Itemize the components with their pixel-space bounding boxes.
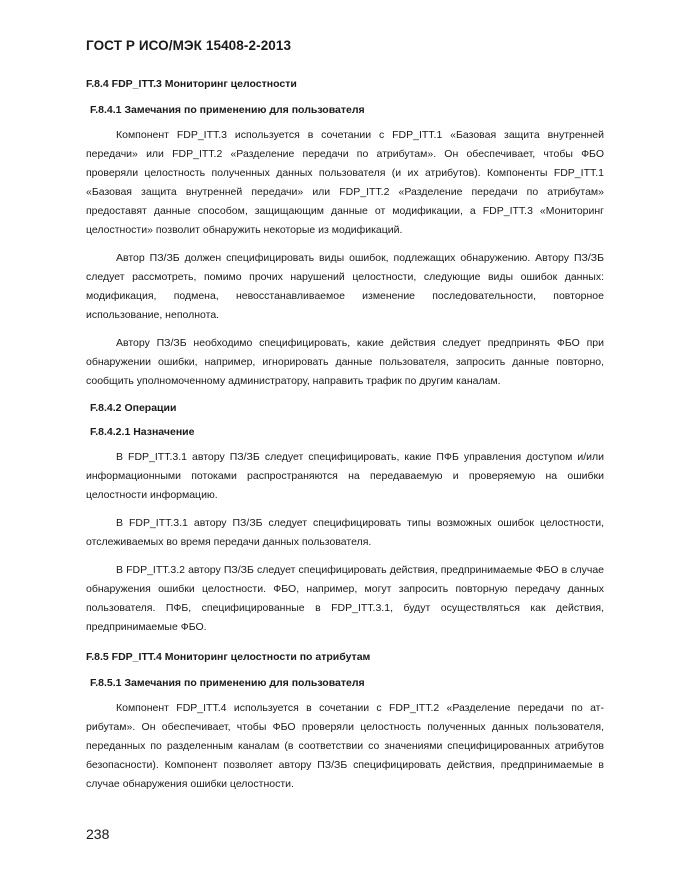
paragraph-f851-1: Компонент FDP_ITT.4 используется в сочетании с FDP_ITT.2 «Разделение передачи по атрибутам». Он обеспечивает, чтобы ФБО проверяли целостность полученных данных пользователя, переданных по разделенным каналам (в соответствии со значениями специфицированных атрибутов безопасности). Компонент позволяет автору ПЗ/ЗБ специфицировать действия, предпринимаемые в случае обнаружения ошибки целостности. — [86, 702, 604, 790]
paragraph-f841-2: Автор ПЗ/ЗБ должен специфицировать виды ошибок, подлежащих обнаружению. Автору ПЗ/ЗБ следует рассмотреть, помимо прочих нарушений целостности, следующие виды ошибок данных: модификация, подмена, невосстанавливаемое изменение последовательности, повторное использование, неполнота. — [86, 252, 604, 321]
paragraph-f8421-1: В FDP_ITT.3.1 автору ПЗ/ЗБ следует специфицировать, какие ПФБ управления доступом и/или информационными потоками распространяются на передаваемую и проверяемую на ошибки целостности информацию. — [86, 451, 604, 501]
document-header-title: ГОСТ Р ИСО/МЭК 15408-2-2013 — [86, 38, 292, 53]
page-content — [86, 76, 604, 803]
paragraph-f841-1: Компонент FDP_ITT.3 используется в сочетании с FDP_ITT.1 «Базовая защита внутренней передачи» или FDP_ITT.2 «Разделение передачи по атрибутам». Он обеспечивает, чтобы ФБО проверяли целостность полученных данных пользователя (и их атрибутов). Компоненты FDP_ITT.1 «Базовая защита внутренней передачи» или FDP_ITT.2 «Разделение передачи по атрибутам» предоставят данные способом, защищающим данные от модификации, а FDP_ITT.3 «Мониторинг целостности» позволит обнаружить некоторые из модификаций. — [86, 129, 604, 236]
paragraph-f8421-2: В FDP_ITT.3.1 автору ПЗ/ЗБ следует специфицировать типы возможных ошибок целостности, отслеживаемых во время передачи данных пользователя. — [86, 517, 604, 548]
paragraph-f8421-3: В FDP_ITT.3.2 автору ПЗ/ЗБ следует специфицировать действия, предпринимаемые ФБО в случае обнаружения ошибки целостности. ФБО, например, могут запросить повторную передачу данных пользователя. ПФБ, специфицированные в FDP_ITT.3.1, будут осуществляться как действия, предпринимаемые ФБО. — [86, 564, 604, 633]
subsection-heading-f841: F.8.4.1 Замечания по применению для пользователя — [90, 104, 365, 116]
subsection-heading-f842: F.8.4.2 Операции — [90, 402, 177, 414]
subsection-heading-f8421: F.8.4.2.1 Назначение — [90, 426, 195, 438]
paragraph-f841-3: Автору ПЗ/ЗБ необходимо специфицировать, какие действия следует предпринять ФБО при обнаружении ошибки, например, игнорировать данные пользователя, запросить данные повторно, сообщить уполномоченному администратору, направить трафик по другим каналам. — [86, 337, 604, 387]
section-heading-f85: F.8.5 FDP_ITT.4 Мониторинг целостности по атрибутам — [86, 651, 371, 663]
page-number: 238 — [86, 826, 110, 842]
subsection-heading-f851: F.8.5.1 Замечания по применению для пользователя — [90, 677, 365, 689]
section-heading-f84: F.8.4 FDP_ITT.3 Мониторинг целостности — [86, 78, 297, 90]
